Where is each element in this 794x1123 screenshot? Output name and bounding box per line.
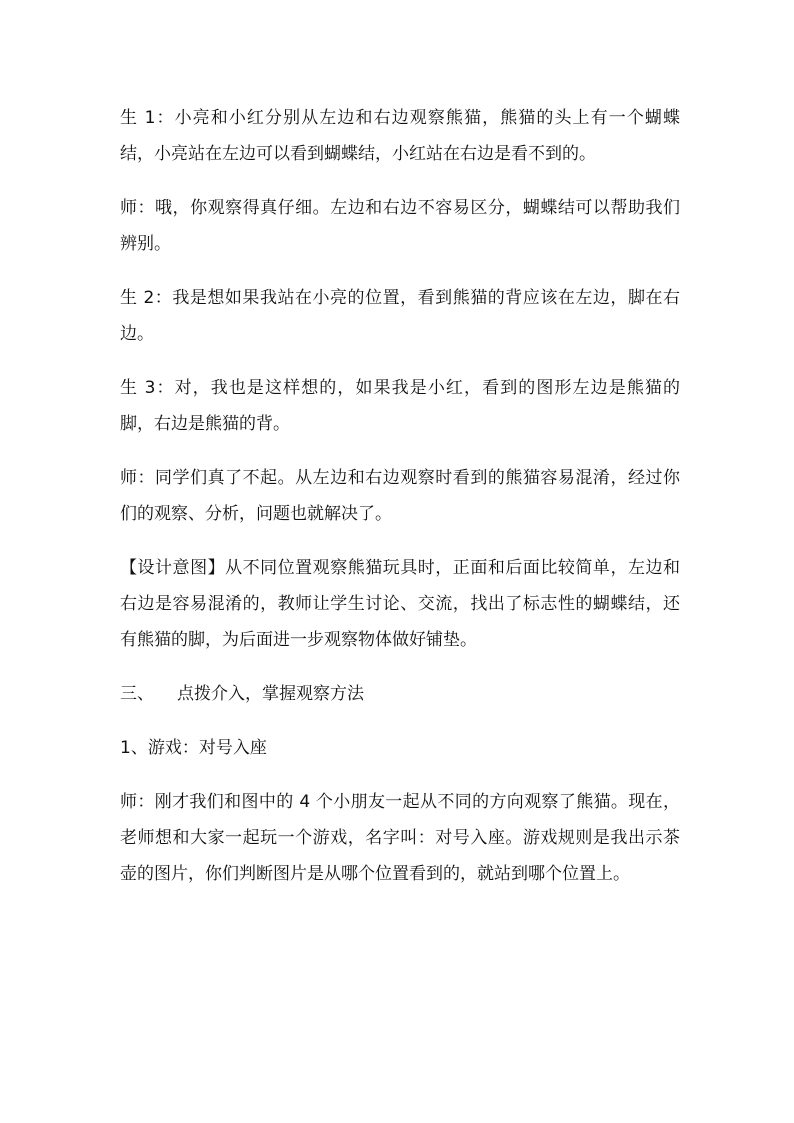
section-heading-number: 三、 (120, 684, 154, 704)
paragraph-student-2: 生 2：我是想如果我站在小亮的位置，看到熊猫的背应该在左边，脚在右边。 (120, 288, 680, 344)
subheading-game: 1、游戏：对号入座 (120, 738, 267, 758)
section-heading-title: 点拨介入，掌握观察方法 (177, 684, 364, 704)
paragraph-design-intent: 【设计意图】从不同位置观察熊猫玩具时，正面和后面比较简单，左边和右边是容易混淆的，教师让学生讨论、交流，找出了标志性的蝴蝶结，还有熊猫的脚，为后面进一步观察物体做好铺垫。 (120, 558, 680, 650)
section-heading (120, 676, 680, 712)
document-body (120, 100, 680, 910)
paragraph-student-3: 生 3：对，我也是这样想的，如果我是小红，看到的图形左边是熊猫的脚，右边是熊猫的背。 (120, 378, 680, 434)
paragraph-teacher-2: 师：同学们真了不起。从左边和右边观察时看到的熊猫容易混淆，经过你们的观察、分析，问题也就解决了。 (120, 468, 680, 524)
paragraph-teacher-1: 师：哦，你观察得真仔细。左边和右边不容易区分，蝴蝶结可以帮助我们辨别。 (120, 198, 680, 254)
paragraph-teacher-game: 师：刚才我们和图中的 4 个小朋友一起从不同的方向观察了熊猫。现在，老师想和大家一起玩一个游戏，名字叫：对号入座。游戏规则是我出示茶壶的图片，你们判断图片是从哪个位置看到的，就站到哪个位置上。 (120, 792, 680, 884)
paragraph-student-1: 生 1：小亮和小红分别从左边和右边观察熊猫，熊猫的头上有一个蝴蝶结，小亮站在左边可以看到蝴蝶结，小红站在右边是看不到的。 (120, 108, 680, 164)
